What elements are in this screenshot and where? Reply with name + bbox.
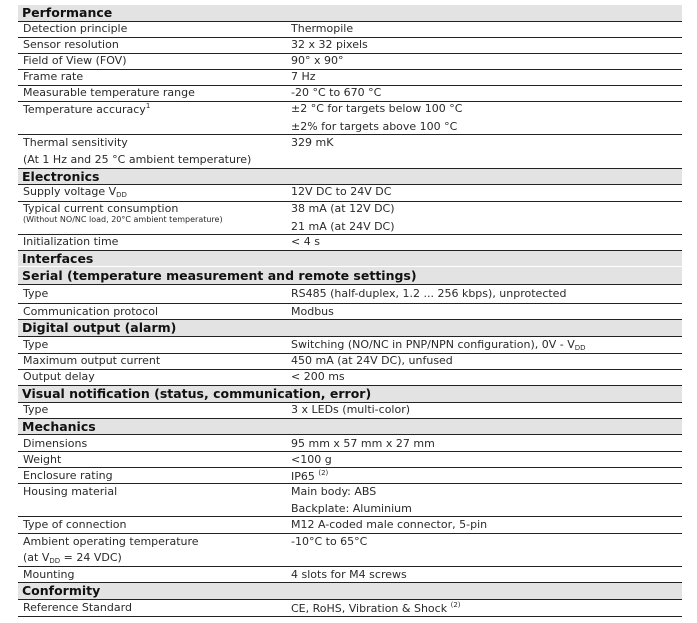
subscript: DD xyxy=(116,191,127,199)
section-title: Mechanics xyxy=(22,419,96,434)
row-value xyxy=(291,338,586,352)
section-title: Electronics xyxy=(22,169,100,184)
row-value: 21 mA (at 24V DC) xyxy=(291,220,395,233)
enclosure-text: IP65 xyxy=(291,470,315,483)
ambient-note-a: (at V xyxy=(23,551,50,564)
footnote-marker: (2) xyxy=(450,601,461,609)
row-value: RS485 (half-duplex, 1.2 ... 256 kbps), unprotected xyxy=(291,287,567,300)
row-value: Backplate: Aluminium xyxy=(291,502,412,515)
section-conformity xyxy=(18,583,682,599)
divider xyxy=(18,483,682,484)
row-label: Weight xyxy=(23,453,62,466)
row-label: Thermal sensitivity xyxy=(23,136,128,149)
row-label: Dimensions xyxy=(23,437,88,450)
section-electronics xyxy=(18,169,682,184)
row-note: (At 1 Hz and 25 °C ambient temperature) xyxy=(23,153,252,166)
section-title: Digital output (alarm) xyxy=(22,320,177,335)
section-title: Visual notification (status, communication, error) xyxy=(22,386,372,401)
row-value: 38 mA (at 12V DC) xyxy=(291,202,395,215)
divider xyxy=(18,69,682,70)
divider xyxy=(18,303,682,304)
row-value: < 200 ms xyxy=(291,370,345,383)
divider xyxy=(18,451,682,452)
row-value: 4 slots for M4 screws xyxy=(291,568,407,581)
row-label: Communication protocol xyxy=(23,305,159,318)
row-label: Type of connection xyxy=(23,518,127,531)
section-title: Serial (temperature measurement and remote settings) xyxy=(22,268,417,283)
section-digital-output xyxy=(18,320,682,336)
row-value xyxy=(291,469,328,483)
section-serial xyxy=(18,267,682,284)
row-value: Thermopile xyxy=(291,22,354,35)
section-title: Performance xyxy=(22,5,113,20)
row-value xyxy=(291,601,461,615)
row-label: Typical current consumption xyxy=(23,202,179,215)
row-value: 12V DC to 24V DC xyxy=(291,185,392,198)
section-interfaces xyxy=(18,251,682,266)
row-label: Maximum output current xyxy=(23,354,161,367)
row-label: Type xyxy=(23,338,49,351)
divider xyxy=(18,336,682,337)
section-title: Interfaces xyxy=(22,251,94,266)
row-value: M12 A-coded male connector, 5-pin xyxy=(291,518,488,531)
divider xyxy=(18,134,682,135)
row-label: Type xyxy=(23,287,49,300)
row-value: -20 °C to 670 °C xyxy=(291,86,382,99)
row-label: Frame rate xyxy=(23,70,84,83)
divider xyxy=(18,284,682,285)
row-value: -10°C to 65°C xyxy=(291,535,368,548)
row-label: Type xyxy=(23,403,49,416)
row-label: Mounting xyxy=(23,568,75,581)
row-value: <100 g xyxy=(291,453,332,466)
divider xyxy=(18,566,682,567)
divider xyxy=(18,369,682,370)
subscript: DD xyxy=(49,557,61,565)
row-label: Sensor resolution xyxy=(23,38,119,51)
row-label: Field of View (FOV) xyxy=(23,54,127,67)
row-label: Detection principle xyxy=(23,22,128,35)
divider xyxy=(18,599,682,600)
row-value: 450 mA (at 24V DC), unfused xyxy=(291,354,453,367)
supply-label-text: Supply voltage V xyxy=(23,185,117,198)
row-value: ±2 °C for targets below 100 °C xyxy=(291,102,463,115)
row-value: < 4 s xyxy=(291,235,320,248)
section-visual-notification xyxy=(18,386,682,402)
row-label xyxy=(23,185,127,199)
row-label: Measurable temperature range xyxy=(23,86,195,99)
row-value: 329 mK xyxy=(291,136,334,149)
ambient-note-b: = 24 VDC) xyxy=(60,551,122,564)
row-label xyxy=(23,102,150,116)
row-value: Main body: ABS xyxy=(291,485,377,498)
section-title: Conformity xyxy=(22,583,101,598)
type-digital-text: Switching (NO/NC in PNP/NPN configuration), 0V - V xyxy=(291,338,575,351)
reference-text: CE, RoHS, Vibration & Shock xyxy=(291,602,448,615)
section-mechanics xyxy=(18,419,682,434)
divider xyxy=(18,616,682,617)
row-value: Modbus xyxy=(291,305,334,318)
row-label: Reference Standard xyxy=(23,601,132,614)
divider xyxy=(18,467,682,468)
divider xyxy=(18,533,682,534)
row-value: 90° x 90° xyxy=(291,54,344,67)
row-label: Enclosure rating xyxy=(23,469,113,482)
row-label: Ambient operating temperature xyxy=(23,535,199,548)
row-value: 7 Hz xyxy=(291,70,316,83)
footnote-marker: (2) xyxy=(318,469,329,477)
row-value: 95 mm x 57 mm x 27 mm xyxy=(291,437,435,450)
row-value: 3 x LEDs (multi-color) xyxy=(291,403,411,416)
row-label: Output delay xyxy=(23,370,95,383)
accuracy-label-text: Temperature accuracy xyxy=(23,103,146,116)
row-note: (Without NO/NC load, 20°C ambient temperature) xyxy=(23,215,223,224)
subscript: DD xyxy=(574,344,586,352)
section-performance xyxy=(18,5,682,21)
divider xyxy=(18,516,682,517)
footnote-marker: 1 xyxy=(145,102,151,110)
row-value: ±2% for targets above 100 °C xyxy=(291,120,458,133)
row-value: 32 x 32 pixels xyxy=(291,38,368,51)
row-note xyxy=(23,551,122,565)
row-label: Initialization time xyxy=(23,235,119,248)
row-label: Housing material xyxy=(23,485,118,498)
divider xyxy=(18,434,682,435)
